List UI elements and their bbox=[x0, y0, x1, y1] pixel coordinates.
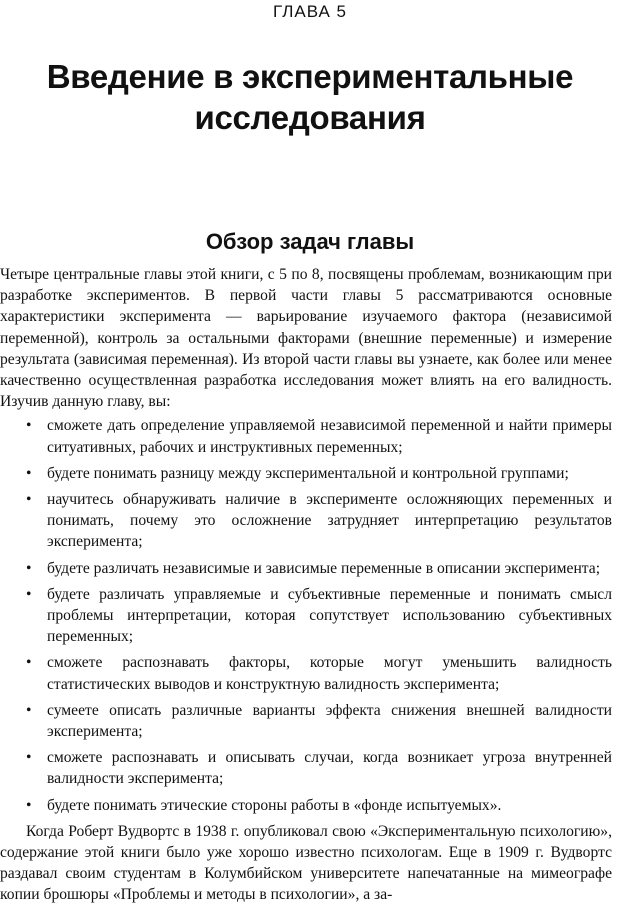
list-item bbox=[0, 463, 612, 484]
list-item-text: будете понимать разницу между экспериментальной и контрольной группами; bbox=[47, 464, 569, 482]
list-item-text: будете различать управляемые и субъективные переменные и понимать смысл проблемы интерпретации, которая сопутствует использованию субъективных переменных; bbox=[47, 585, 612, 646]
list-item bbox=[0, 415, 612, 457]
list-item bbox=[0, 489, 612, 553]
bullet-icon: • bbox=[26, 464, 32, 482]
chapter-title-line-1: Введение в экспериментальные bbox=[46, 58, 574, 95]
list-item bbox=[0, 584, 612, 648]
body-text bbox=[0, 264, 612, 906]
list-item-text: будете понимать этические стороны работы в «фонде испытуемых». bbox=[47, 796, 502, 814]
list-item-text: сможете дать определение управляемой независимой переменной и найти примеры ситуативных, рабочих и инструктивных переменных; bbox=[47, 417, 612, 456]
bullet-icon: • bbox=[26, 749, 32, 767]
list-item bbox=[0, 700, 612, 742]
list-item bbox=[0, 558, 612, 579]
bullet-icon: • bbox=[26, 491, 32, 509]
chapter-label: ГЛАВА 5 bbox=[272, 2, 348, 21]
list-item-text: сможете распознавать факторы, которые могут уменьшить валидность статистических выводов и конструктную валидность эксперимента; bbox=[47, 654, 612, 693]
chapter-title bbox=[0, 56, 620, 138]
list-item-text: научитесь обнаруживать наличие в эксперименте осложняющих переменных и понимать, почему это осложнение затрудняет интерпретацию результатов эксперимента; bbox=[47, 491, 612, 551]
list-item-text: сможете распознавать и описывать случаи, когда возникает угроза внутренней валидности эксперимента; bbox=[47, 749, 612, 788]
bullet-icon: • bbox=[26, 796, 32, 814]
closing-paragraph: Когда Роберт Вудвортс в 1938 г. опубликовал свою «Экспериментальную психологию», содержание этой книги было уже хорошо известно психологам. Еще в 1909 г. Вудвортс раздавал своим студентам в Колумбийском университете напечатанные на мимеографе копии брошюры «Проблемы и методы в психологии», а за- bbox=[0, 822, 612, 904]
list-item-text: сумеете описать различные варианты эффекта снижения внешней валидности эксперимента; bbox=[47, 701, 612, 741]
intro-paragraph: Четыре центральные главы этой книги, с 5 по 8, посвящены проблемам, возникающим при разработке экспериментов. В первой части главы 5 рассматриваются основные характеристики эксперимента — варьирование изучаемого фактора (независимой переменной), контроль за остальными факторами (внешние переменные) и измерение результата (зависимая переменная). Из второй части главы вы узнаете, как более или менее качественно осуществленная разработка исследования может влиять на его валидность. Изучив данную главу, вы: bbox=[0, 266, 612, 411]
objectives-list bbox=[0, 415, 612, 815]
chapter-title-line-2: исследования bbox=[194, 99, 426, 136]
list-item-text: будете различать независимые и зависимые переменные в описании эксперимента; bbox=[47, 559, 601, 577]
list-item bbox=[0, 795, 612, 816]
bullet-icon: • bbox=[26, 701, 32, 719]
list-item bbox=[0, 652, 612, 694]
bullet-icon: • bbox=[26, 654, 32, 672]
bullet-icon: • bbox=[26, 559, 32, 577]
bullet-icon: • bbox=[26, 417, 32, 435]
list-item bbox=[0, 747, 612, 789]
bullet-icon: • bbox=[26, 585, 32, 603]
section-heading: Обзор задач главы bbox=[205, 229, 415, 254]
